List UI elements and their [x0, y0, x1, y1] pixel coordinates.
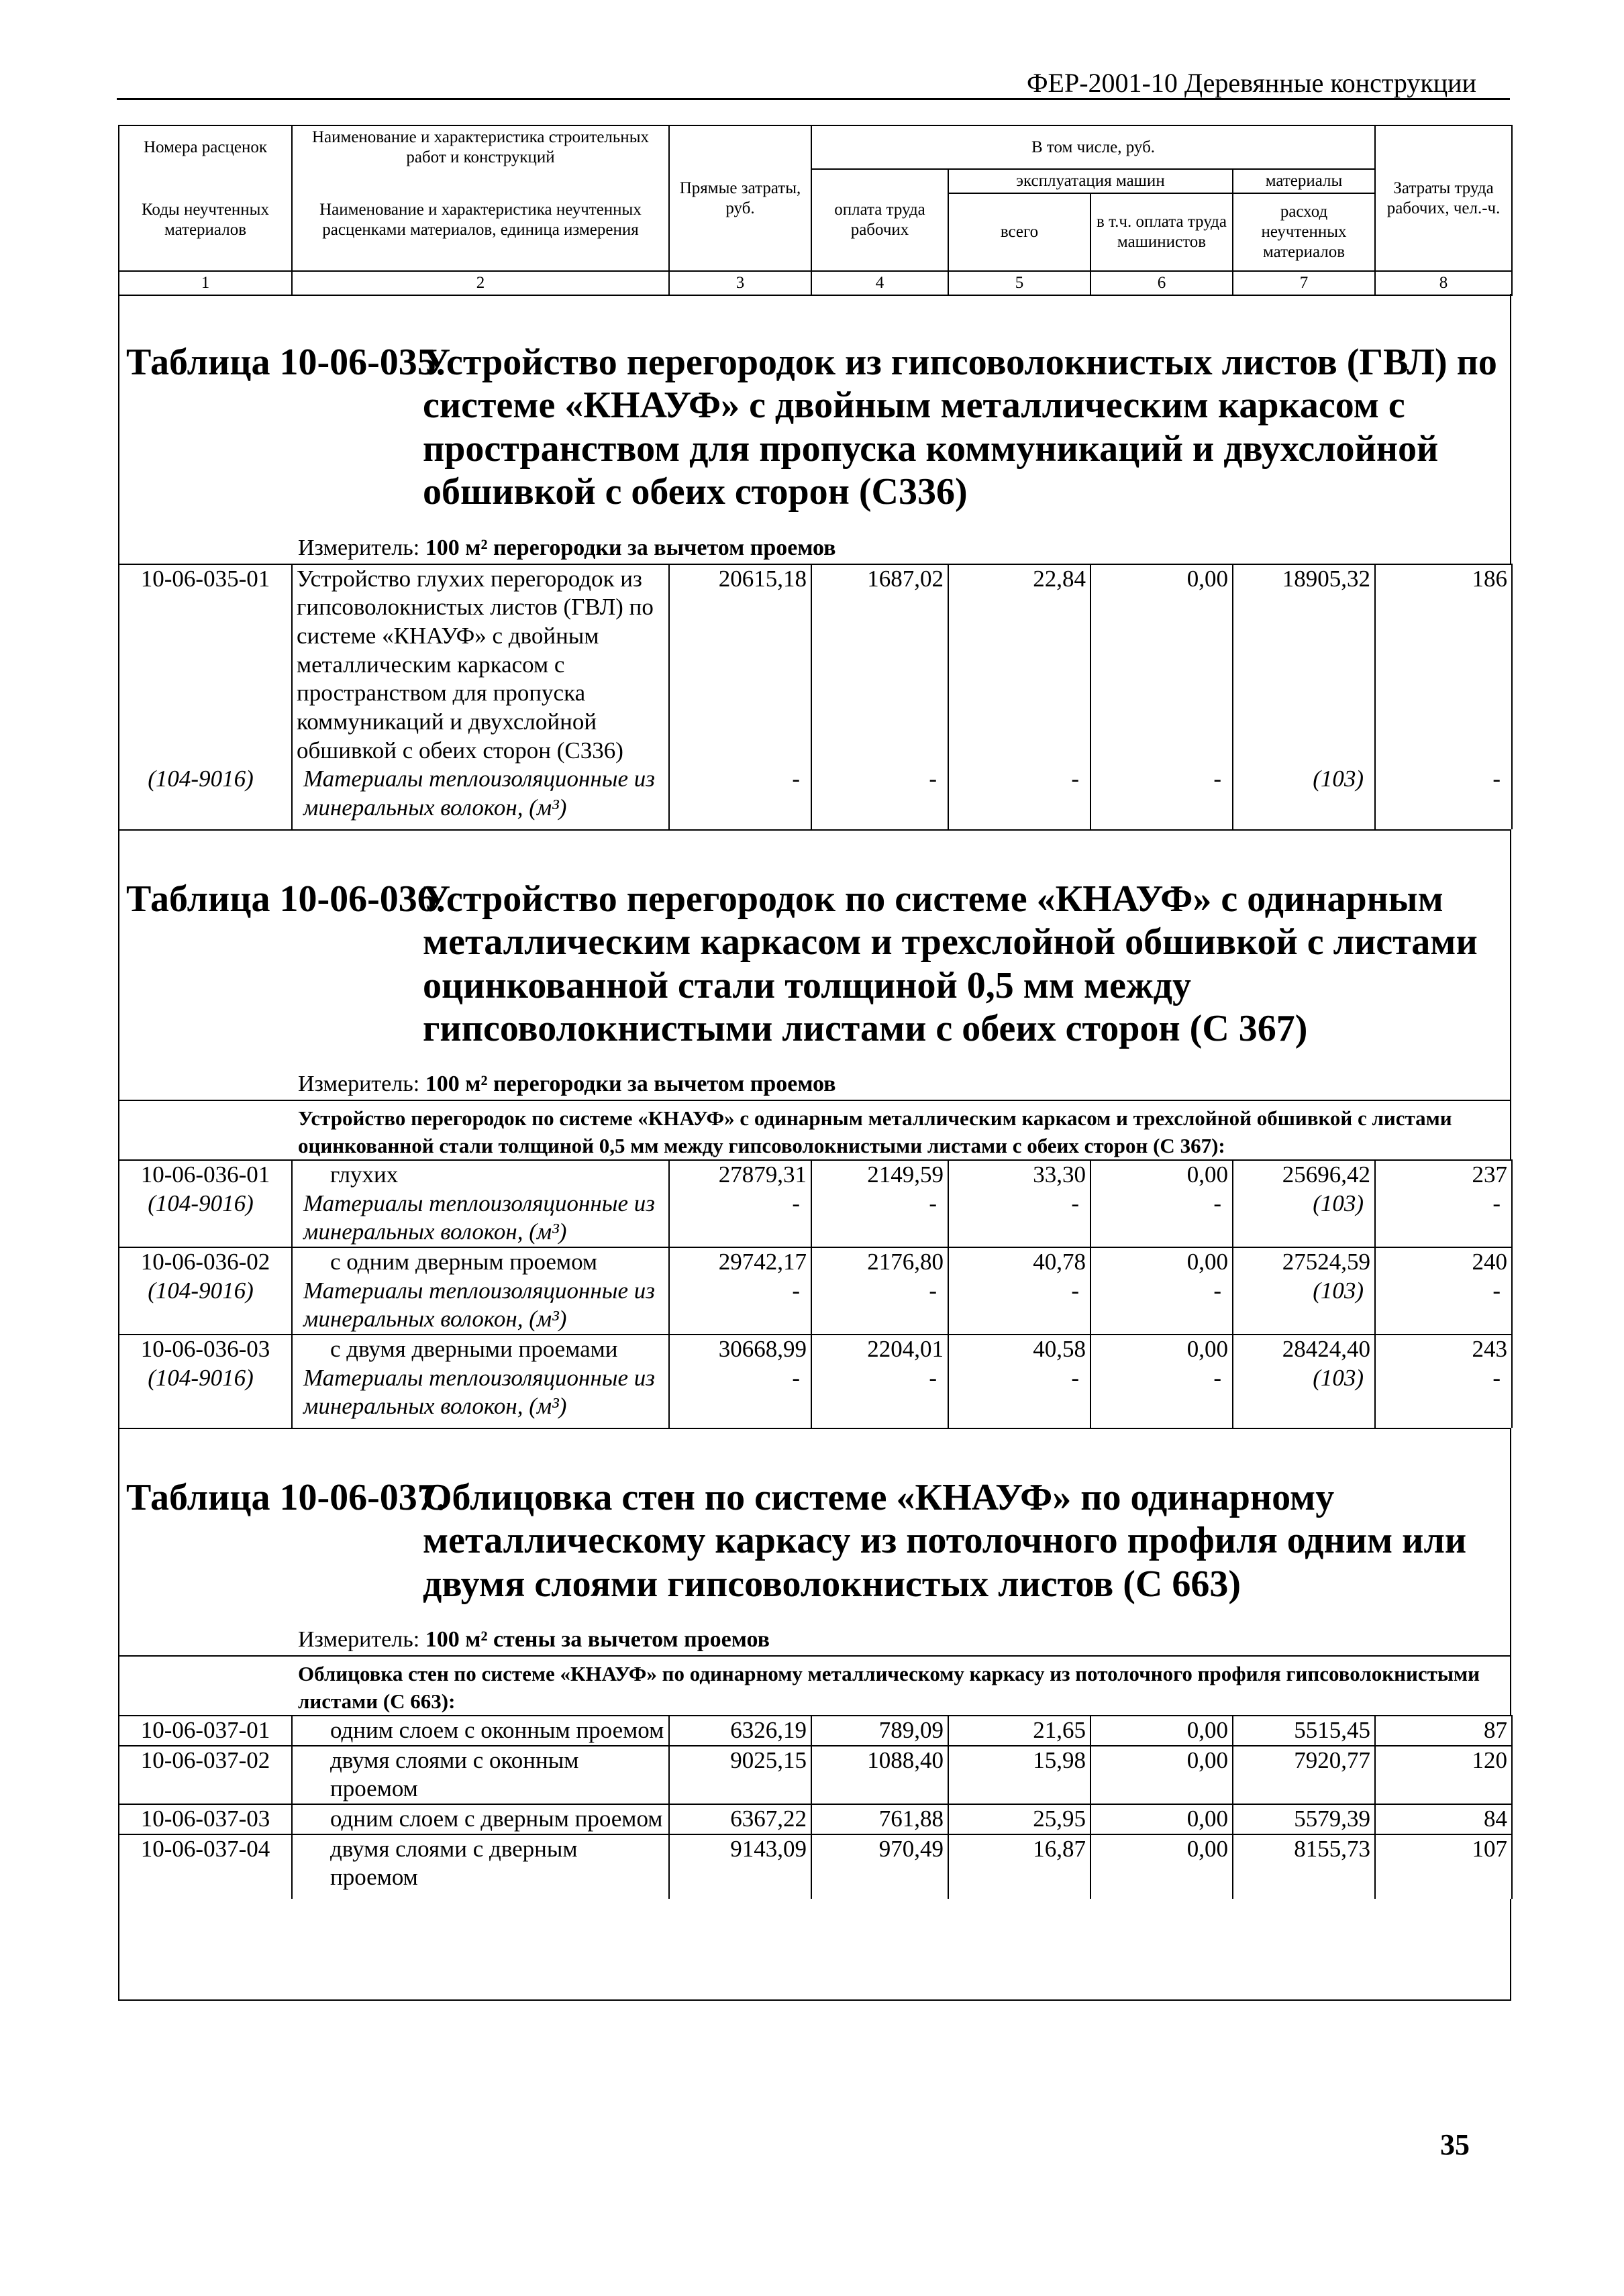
machine-operator-pay-cell: 0,00	[1090, 1834, 1233, 1892]
spacer-cell	[1375, 823, 1512, 829]
col6-header: в т.ч. оплата труда машинистов	[1090, 193, 1233, 271]
machine-total-cell: 25,95	[948, 1804, 1090, 1834]
direct-costs-cell: 27879,31	[669, 1160, 811, 1190]
column-header-table	[118, 125, 1513, 296]
spacer-cell	[811, 823, 948, 829]
materials-cell: 5515,45	[1233, 1716, 1375, 1746]
rate-row	[119, 1834, 1512, 1892]
table-label: Таблица 10-06-036.	[126, 878, 446, 920]
labor-pay-cell: 2176,80	[811, 1247, 948, 1277]
col-number: 8	[1375, 271, 1512, 295]
machine-total-cell: 15,98	[948, 1746, 1090, 1804]
direct-costs-cell: 9025,15	[669, 1746, 811, 1804]
labor-pay-cell: 970,49	[811, 1834, 948, 1892]
rate-code-cell: (104-9016)	[119, 1190, 292, 1247]
table-caption: Устройство перегородок по системе «КНАУФ» с одинарным металлическим каркасом и трехслойной обшивкой с листами оцинкованной стали толщиной 0,5 мм между гипсоволокнистыми листами с обеих сторон (С 367)	[423, 878, 1478, 1049]
spacer-cell	[948, 1892, 1090, 1899]
table-035-measure	[298, 521, 1510, 564]
direct-costs-cell: -	[669, 1277, 811, 1335]
spacer-cell	[811, 1892, 948, 1899]
materials-cell: 7920,77	[1233, 1746, 1375, 1804]
spacer-cell	[292, 823, 669, 829]
rate-row	[119, 1335, 1512, 1364]
machine-operator-pay-cell: 0,00	[1090, 1160, 1233, 1190]
rate-name-cell: двумя слоями с дверным проемом	[292, 1834, 669, 1892]
labor-hours-cell: 186	[1375, 564, 1512, 766]
machine-total-cell: -	[948, 765, 1090, 822]
running-header: ФЕР-2001-10 Деревянные конструкции	[1026, 68, 1476, 98]
table-label: Таблица 10-06-037.	[126, 1477, 446, 1519]
direct-costs-cell: 6367,22	[669, 1804, 811, 1834]
col4-header: оплата труда рабочих	[811, 169, 948, 271]
materials-cell: 28424,40	[1233, 1335, 1375, 1364]
measure-unit: 100 м² перегородки за вычетом проемов	[425, 535, 836, 560]
rate-code-cell: 10-06-037-02	[119, 1746, 292, 1804]
labor-pay-cell: 761,88	[811, 1804, 948, 1834]
table-036-measure	[298, 1057, 1510, 1100]
rate-name-cell: Материалы теплоизоляционные из минеральных волокон, (м³)	[292, 765, 669, 822]
labor-hours-cell: 87	[1375, 1716, 1512, 1746]
table-036-group-header: Устройство перегородок по системе «КНАУФ» с одинарным металлическим каркасом и трехслойной обшивкой с листами оцинкованной стали толщиной 0,5 мм между гипсоволокнистыми листами с обеих сторон (С 367):	[119, 1100, 1510, 1159]
spacer-cell	[1375, 1421, 1512, 1428]
rate-name-cell: двумя слоями с оконным проемом	[292, 1746, 669, 1804]
measure-prefix: Измеритель:	[298, 1627, 425, 1653]
machine-total-cell: -	[948, 1277, 1090, 1335]
table-036-title	[119, 831, 1510, 1057]
spacer-cell	[948, 1421, 1090, 1428]
col2-header-bottom: Наименование и характеристика неучтенных расценками материалов, единица измерения	[292, 169, 669, 271]
material-row	[119, 765, 1512, 822]
machine-operator-pay-cell: 0,00	[1090, 1247, 1233, 1277]
spacer-cell	[1090, 823, 1233, 829]
table-037-group-header: Облицовка стен по системе «КНАУФ» по одинарному металлическому каркасу из потолочного профиля гипсоволокнистыми листами (С 663):	[119, 1655, 1510, 1715]
rate-code-cell: 10-06-036-02	[119, 1247, 292, 1277]
machine-total-cell: 22,84	[948, 564, 1090, 766]
col5-header: всего	[948, 193, 1090, 271]
labor-pay-cell: -	[811, 1364, 948, 1421]
materials-cell: 25696,42	[1233, 1160, 1375, 1190]
col8-header: Затраты труда рабочих, чел.-ч.	[1375, 125, 1512, 271]
materials-cell: 8155,73	[1233, 1834, 1375, 1892]
col-number: 6	[1090, 271, 1233, 295]
rate-row	[119, 1247, 1512, 1277]
spacer-cell	[669, 823, 811, 829]
spacer-cell	[669, 1421, 811, 1428]
table-037-blank-space	[118, 1899, 1511, 2001]
rate-name-cell: одним слоем с дверным проемом	[292, 1804, 669, 1834]
col1-header-top: Номера расценок	[119, 125, 292, 169]
machine-total-cell: 40,78	[948, 1247, 1090, 1277]
labor-hours-cell: 240	[1375, 1247, 1512, 1277]
spacer-row	[119, 1421, 1512, 1428]
labor-hours-cell: 107	[1375, 1834, 1512, 1892]
labor-pay-cell: 2204,01	[811, 1335, 948, 1364]
measure-unit: 100 м² перегородки за вычетом проемов	[425, 1072, 836, 1097]
table-037-title	[119, 1429, 1510, 1612]
rate-code-cell: 10-06-037-03	[119, 1804, 292, 1834]
rate-code-cell: 10-06-036-03	[119, 1335, 292, 1364]
direct-costs-cell: 9143,09	[669, 1834, 811, 1892]
col-number: 5	[948, 271, 1090, 295]
materials-cell: 5579,39	[1233, 1804, 1375, 1834]
rate-row	[119, 1716, 1512, 1746]
labor-pay-cell: -	[811, 1190, 948, 1247]
col-number: 3	[669, 271, 811, 295]
machine-total-cell: 21,65	[948, 1716, 1090, 1746]
direct-costs-cell: -	[669, 1190, 811, 1247]
table-caption: Облицовка стен по системе «КНАУФ» по одинарному металлическому каркасу из потолочного профиля одним или двумя слоями гипсоволокнистых листов (С 663)	[423, 1477, 1467, 1605]
spacer-cell	[1090, 1421, 1233, 1428]
rate-code-cell: 10-06-036-01	[119, 1160, 292, 1190]
table-035-section	[118, 294, 1511, 564]
rate-row	[119, 1160, 1512, 1190]
labor-hours-cell: 84	[1375, 1804, 1512, 1834]
spacer-cell	[669, 1892, 811, 1899]
spacer-cell	[1090, 1892, 1233, 1899]
direct-costs-cell: -	[669, 1364, 811, 1421]
page-number: 35	[1440, 2128, 1470, 2161]
spacer-row	[119, 823, 1512, 829]
labor-hours-cell: -	[1375, 765, 1512, 822]
materials-cell: (103)	[1233, 1277, 1375, 1335]
rate-row	[119, 1746, 1512, 1804]
col2-header-top: Наименование и характеристика строительных работ и конструкций	[292, 125, 669, 169]
rate-row	[119, 564, 1512, 766]
spacer-cell	[811, 1421, 948, 1428]
materials-cell: 27524,59	[1233, 1247, 1375, 1277]
spacer-cell	[948, 823, 1090, 829]
rate-code-cell: (104-9016)	[119, 1364, 292, 1421]
spacer-cell	[119, 823, 292, 829]
measure-prefix: Измеритель:	[298, 1072, 425, 1097]
col-number: 4	[811, 271, 948, 295]
labor-pay-cell: 1687,02	[811, 564, 948, 766]
direct-costs-cell: 29742,17	[669, 1247, 811, 1277]
spacer-cell	[1233, 1892, 1375, 1899]
direct-costs-cell: -	[669, 765, 811, 822]
table-label: Таблица 10-06-035.	[126, 342, 446, 383]
machine-total-cell: 33,30	[948, 1160, 1090, 1190]
spacer-cell	[292, 1892, 669, 1899]
machine-operator-pay-cell: -	[1090, 1364, 1233, 1421]
table-037-measure	[298, 1612, 1510, 1655]
col-number: 2	[292, 271, 669, 295]
rate-row	[119, 1804, 1512, 1834]
rate-name-cell: Материалы теплоизоляционные из минеральных волокон, (м³)	[292, 1190, 669, 1247]
materials-cell: (103)	[1233, 1364, 1375, 1421]
table-035-data	[118, 564, 1513, 829]
material-row	[119, 1277, 1512, 1335]
machine-operator-pay-cell: 0,00	[1090, 1746, 1233, 1804]
table-035-title	[119, 294, 1510, 521]
group-header: В том числе, руб.	[811, 125, 1375, 169]
rate-name-cell: Устройство глухих перегородок из гипсоволокнистых листов (ГВЛ) по системе «КНАУФ» с двойным металлическим каркасом с пространством для пропуска коммуникаций и двухслойной обшивкой с обеих сторон (С336)	[292, 564, 669, 766]
rate-name-cell: с двумя дверными проемами	[292, 1335, 669, 1364]
spacer-row	[119, 1892, 1512, 1899]
rate-code-cell: 10-06-037-01	[119, 1716, 292, 1746]
spacer-cell	[1375, 1892, 1512, 1899]
table-036-data	[118, 1159, 1513, 1428]
material-row	[119, 1364, 1512, 1421]
spacer-cell	[1233, 1421, 1375, 1428]
machine-operator-pay-cell: -	[1090, 765, 1233, 822]
labor-pay-cell: 2149,59	[811, 1160, 948, 1190]
labor-hours-cell: 237	[1375, 1160, 1512, 1190]
rate-name-cell: с одним дверным проемом	[292, 1247, 669, 1277]
rate-name-cell: Материалы теплоизоляционные из минеральных волокон, (м³)	[292, 1277, 669, 1335]
materials-cell: (103)	[1233, 1190, 1375, 1247]
materials-cell: 18905,32	[1233, 564, 1375, 766]
machines-header: эксплуатация машин	[948, 169, 1233, 193]
machine-operator-pay-cell: -	[1090, 1190, 1233, 1247]
labor-pay-cell: 1088,40	[811, 1746, 948, 1804]
measure-unit: 100 м² стены за вычетом проемов	[425, 1627, 770, 1653]
materials-cell: (103)	[1233, 765, 1375, 822]
spacer-cell	[292, 1421, 669, 1428]
labor-hours-cell: 243	[1375, 1335, 1512, 1364]
labor-hours-cell: 120	[1375, 1746, 1512, 1804]
machine-operator-pay-cell: 0,00	[1090, 1335, 1233, 1364]
material-row	[119, 1190, 1512, 1247]
machine-total-cell: -	[948, 1364, 1090, 1421]
table-caption: Устройство перегородок из гипсоволокнистых листов (ГВЛ) по системе «КНАУФ» с двойным металлическим каркасом с пространством для пропуска коммуникаций и двухслойной обшивкой с обеих сторон (С336)	[423, 342, 1497, 513]
col7-header: расход неучтенных материалов	[1233, 193, 1375, 271]
machine-operator-pay-cell: 0,00	[1090, 1716, 1233, 1746]
rate-code-cell: 10-06-037-04	[119, 1834, 292, 1892]
table-036-section	[118, 829, 1511, 1159]
measure-prefix: Измеритель:	[298, 535, 425, 560]
spacer-cell	[119, 1892, 292, 1899]
machine-operator-pay-cell: 0,00	[1090, 1804, 1233, 1834]
machine-operator-pay-cell: -	[1090, 1277, 1233, 1335]
col1-header-bottom: Коды неучтенных материалов	[119, 169, 292, 271]
spacer-cell	[119, 1421, 292, 1428]
machine-total-cell: 40,58	[948, 1335, 1090, 1364]
header-rule	[117, 98, 1510, 100]
labor-hours-cell: -	[1375, 1364, 1512, 1421]
rate-code-cell: (104-9016)	[119, 1277, 292, 1335]
materials-header: материалы	[1233, 169, 1375, 193]
machine-total-cell: 16,87	[948, 1834, 1090, 1892]
labor-pay-cell: -	[811, 765, 948, 822]
table-037-data	[118, 1715, 1513, 1899]
labor-hours-cell: -	[1375, 1190, 1512, 1247]
rate-name-cell: одним слоем с оконным проемом	[292, 1716, 669, 1746]
rate-code-cell: (104-9016)	[119, 765, 292, 822]
tables-body	[118, 294, 1511, 2001]
rate-name-cell: глухих	[292, 1160, 669, 1190]
direct-costs-cell: 20615,18	[669, 564, 811, 766]
labor-pay-cell: -	[811, 1277, 948, 1335]
labor-hours-cell: -	[1375, 1277, 1512, 1335]
col-number: 1	[119, 271, 292, 295]
rate-code-cell: 10-06-035-01	[119, 564, 292, 766]
col3-header: Прямые затраты, руб.	[669, 125, 811, 271]
rate-name-cell: Материалы теплоизоляционные из минеральных волокон, (м³)	[292, 1364, 669, 1421]
direct-costs-cell: 6326,19	[669, 1716, 811, 1746]
machine-operator-pay-cell: 0,00	[1090, 564, 1233, 766]
labor-pay-cell: 789,09	[811, 1716, 948, 1746]
machine-total-cell: -	[948, 1190, 1090, 1247]
spacer-cell	[1233, 823, 1375, 829]
direct-costs-cell: 30668,99	[669, 1335, 811, 1364]
col-number: 7	[1233, 271, 1375, 295]
table-037-section	[118, 1428, 1511, 1715]
